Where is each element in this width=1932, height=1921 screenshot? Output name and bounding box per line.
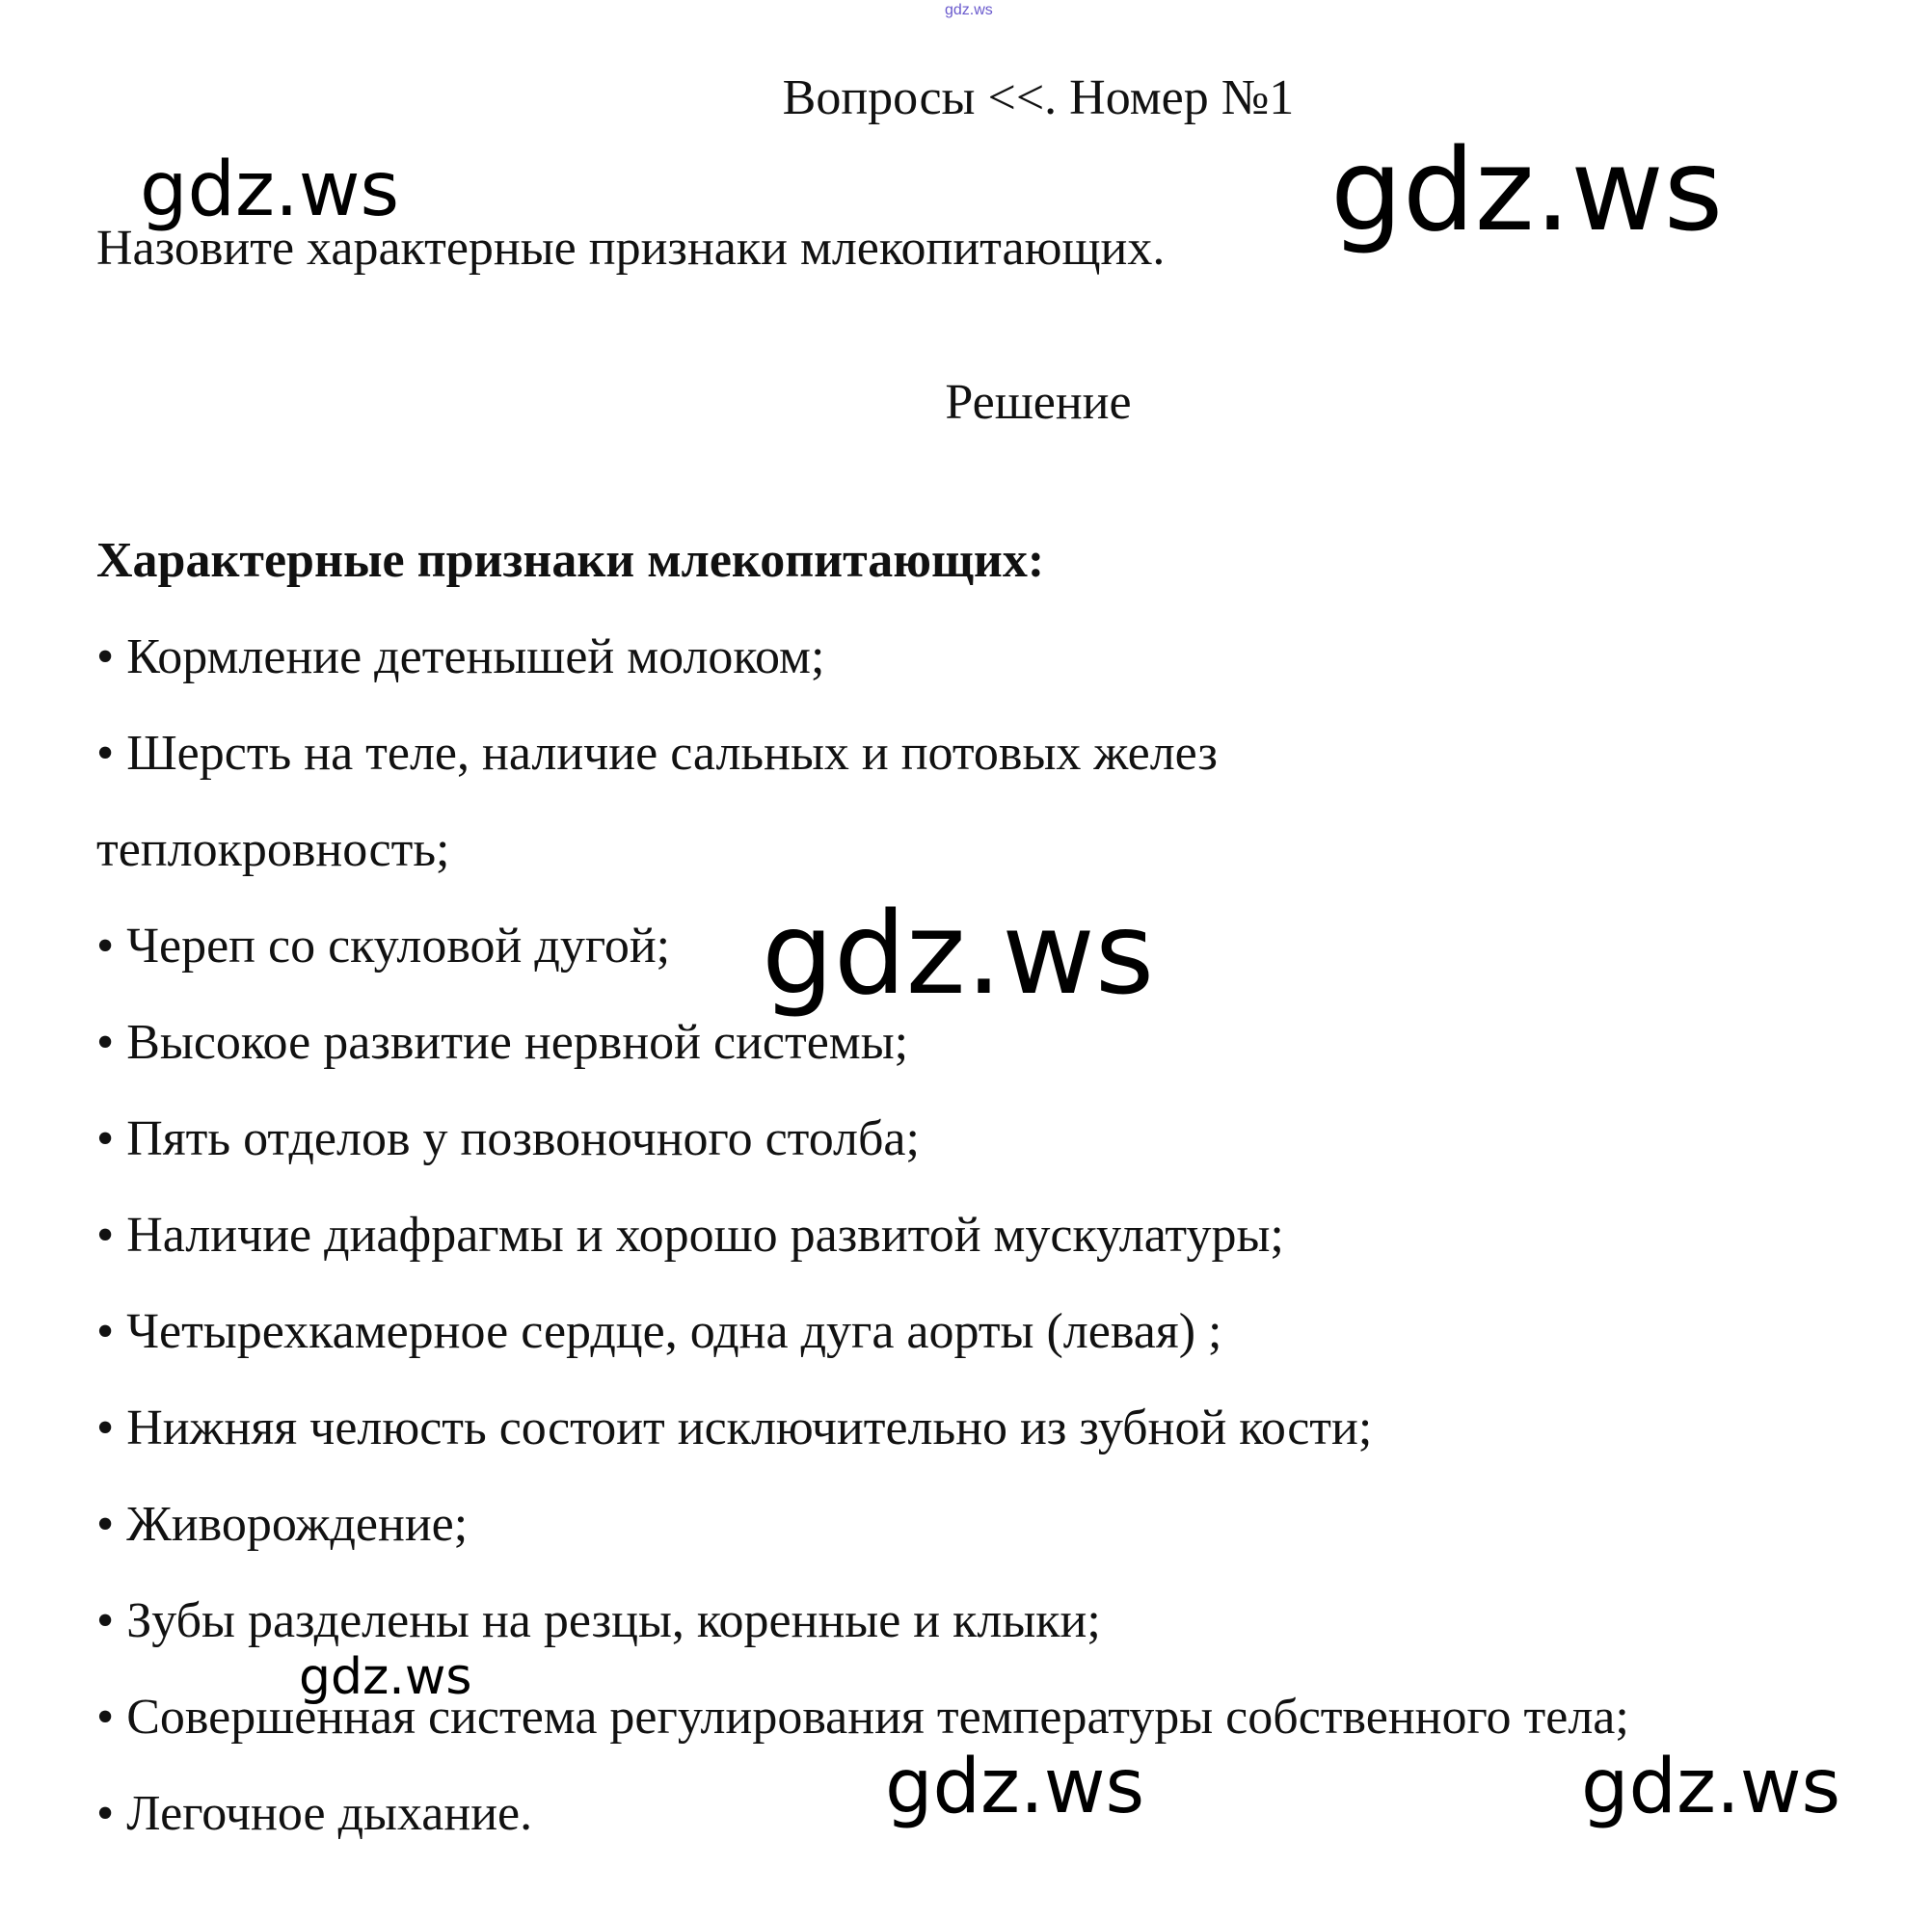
- solution-heading: Решение: [945, 375, 1132, 430]
- list-item: • Легочное дыхание.: [96, 1786, 533, 1841]
- watermark: gdz.ws: [1330, 123, 1724, 256]
- list-item: • Зубы разделены на резцы, коренные и клыки;: [96, 1593, 1101, 1648]
- list-item: • Совершенная система регулирования температуры собственного тела;: [96, 1690, 1629, 1745]
- list-item: • Череп со скуловой дугой;: [96, 919, 671, 974]
- list-item: • Кормление детенышей молоком;: [96, 629, 825, 684]
- question-text: Назовите характерные признаки млекопитающих.: [96, 221, 1166, 276]
- list-item: • Пять отделов у позвоночного столба;: [96, 1111, 920, 1166]
- watermark: gdz.ws: [1581, 1744, 1841, 1830]
- list-item: • Живорождение;: [96, 1497, 469, 1552]
- watermark: gdz.ws: [762, 887, 1155, 1020]
- watermark: gdz.ws: [885, 1744, 1145, 1830]
- list-item: • Четырехкамерное сердце, одна дуга аорты (левая) ;: [96, 1304, 1222, 1359]
- list-item: • Нижняя челюсть состоит исключительно из зубной кости;: [96, 1401, 1373, 1455]
- list-item: теплокровность;: [96, 822, 450, 877]
- list-item: • Высокое развитие нервной системы;: [96, 1015, 909, 1070]
- list-item: • Наличие диафрагмы и хорошо развитой мускулатуры;: [96, 1208, 1284, 1263]
- list-item: • Шерсть на теле, наличие сальных и потовых желез: [96, 726, 1218, 781]
- source-tag: gdz.ws: [945, 2, 993, 18]
- page-title: Вопросы <<. Номер №1: [782, 70, 1295, 125]
- watermark: gdz.ws: [140, 147, 400, 233]
- answer-heading: Характерные признаки млекопитающих:: [96, 533, 1045, 588]
- watermark: gdz.ws: [299, 1648, 472, 1706]
